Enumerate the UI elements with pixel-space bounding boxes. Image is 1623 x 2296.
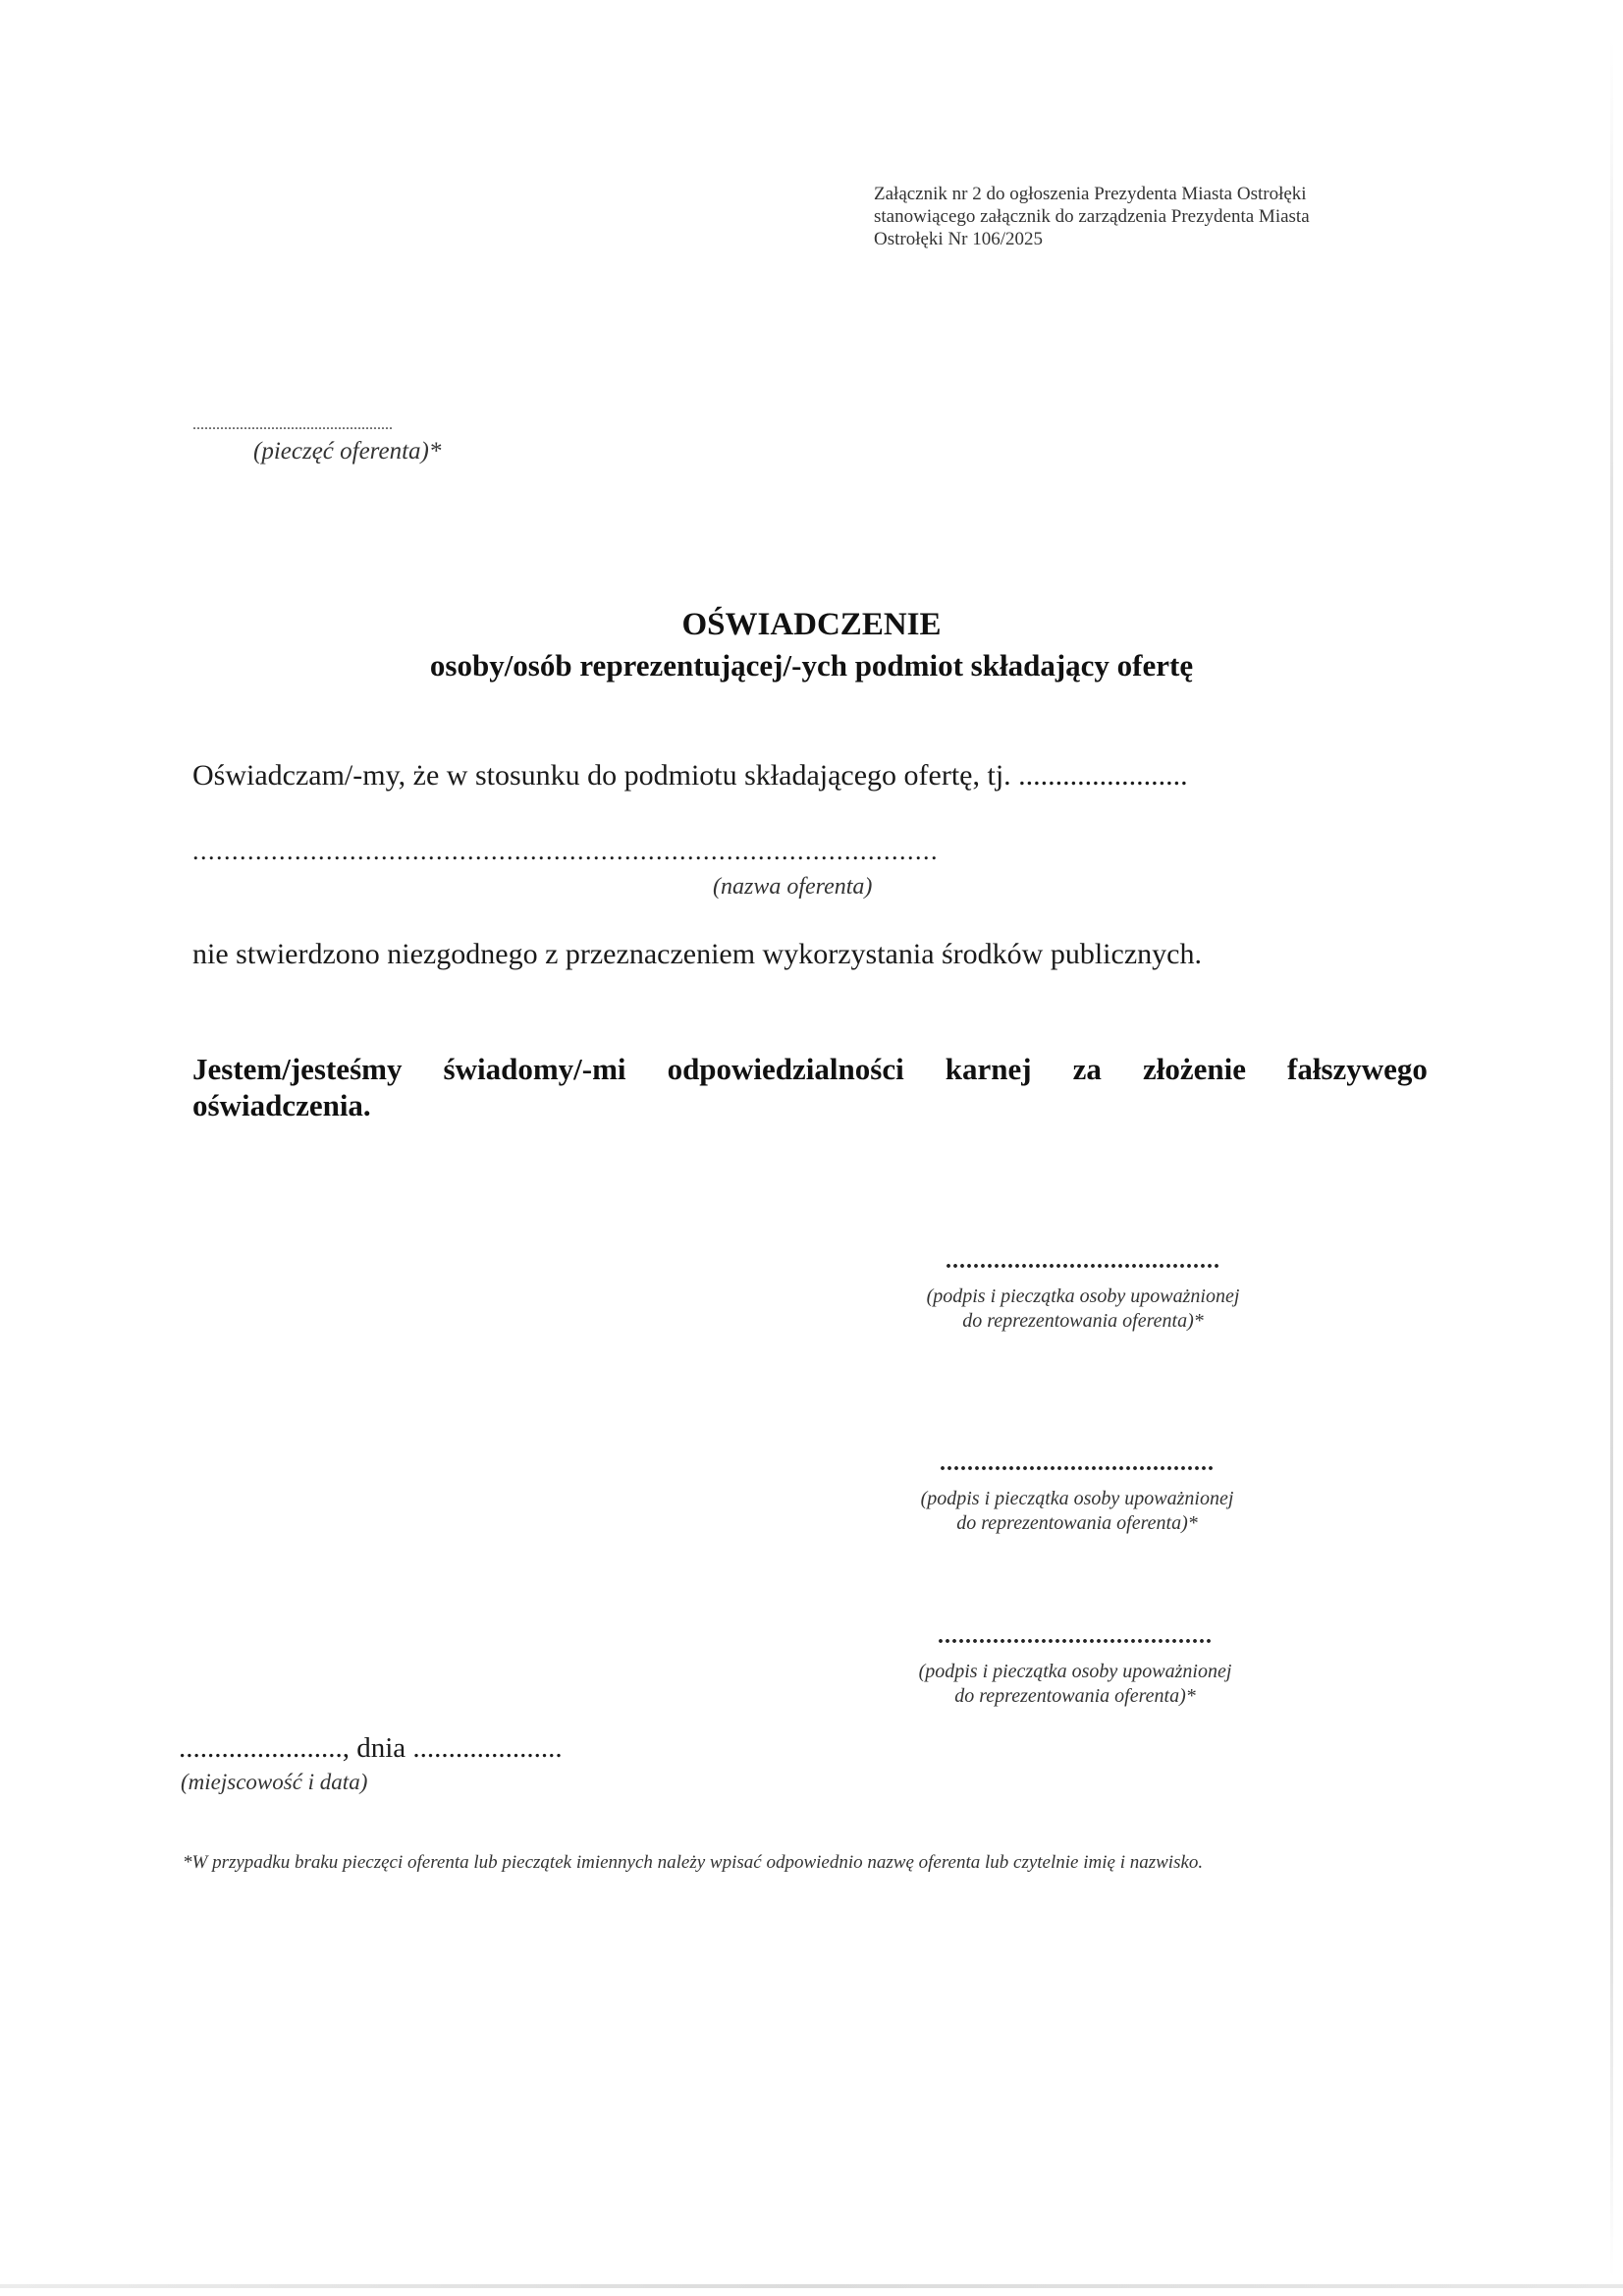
document-title: OŚWIADCZENIE: [681, 607, 942, 642]
signature-dots: ........................................: [946, 1255, 1220, 1274]
responsibility-line-1: [192, 1051, 1428, 1087]
header-line-1-text: Załącznik nr 2 do ogłoszenia Prezydenta Miasta Ostrołęki: [874, 184, 1307, 204]
signature-dots: ........................................: [940, 1457, 1215, 1476]
signature-caption-line-1: (podpis i pieczątka osoby upoważnionej: [926, 1285, 1240, 1307]
place-date-caption: (miejscowość i data): [181, 1770, 368, 1794]
signature-caption-line-2: do reprezentowania oferenta)*: [962, 1310, 1204, 1332]
resp-word: Jestem/jesteśmy: [192, 1052, 403, 1086]
resp-word: świadomy/-mi: [443, 1052, 626, 1086]
footnote: *W przypadku braku pieczęci oferenta lub pieczątek imiennych należy wpisać odpowiednio nazwę oferenta lub czytelnie imię i nazwisko.: [183, 1852, 1204, 1873]
header-line-2: stanowiącego załącznik do zarządzenia Prezydenta Miasta: [874, 206, 1310, 227]
responsibility-paragraph: [192, 1051, 1428, 1123]
responsibility-line-2: oświadczenia.: [192, 1088, 371, 1122]
resp-word: fałszywego: [1287, 1052, 1428, 1086]
signature-caption-line-2: do reprezentowania oferenta)*: [956, 1512, 1198, 1534]
signature-block-2: [856, 1457, 1298, 1536]
resp-word: za: [1072, 1052, 1102, 1086]
signature-caption-line-1: (podpis i pieczątka osoby upoważnionej: [920, 1488, 1234, 1509]
signature-caption-line-2: do reprezentowania oferenta)*: [954, 1685, 1196, 1707]
signature-block-1: [862, 1255, 1304, 1334]
signature-block-3: [854, 1630, 1296, 1709]
signature-dots: ........................................: [938, 1630, 1213, 1649]
resp-word: karnej: [945, 1052, 1032, 1086]
header-line-3: Ostrołęki Nr 106/2025: [874, 229, 1044, 249]
scan-edge-bottom: [0, 2284, 1623, 2288]
statement-line-1: Oświadczam/-my, że w stosunku do podmiotu składającego ofertę, tj. .......................: [192, 759, 1188, 792]
resp-word: złożenie: [1142, 1052, 1246, 1086]
statement-line-2: nie stwierdzono niezgodnego z przeznaczeniem wykorzystania środków publicznych.: [192, 938, 1202, 970]
header-line-1: [874, 183, 1399, 205]
signature-caption-line-1: (podpis i pieczątka osoby upoważnionej: [918, 1661, 1232, 1682]
stamp-caption: (pieczęć oferenta)*: [253, 438, 442, 465]
attachment-header: [874, 183, 1399, 250]
resp-word: odpowiedzialności: [667, 1052, 904, 1086]
scan-edge-right: [1610, 39, 1613, 2278]
document-subtitle: osoby/osób reprezentującej/-ych podmiot składający ofertę: [429, 648, 1194, 683]
place-date-line: ......................., dnia .....................: [179, 1732, 563, 1764]
offeror-name-caption: (nazwa oferenta): [713, 874, 873, 900]
stamp-dots: ...................................................: [192, 416, 393, 433]
offeror-name-dots: ...............................................................................................: [192, 837, 939, 865]
